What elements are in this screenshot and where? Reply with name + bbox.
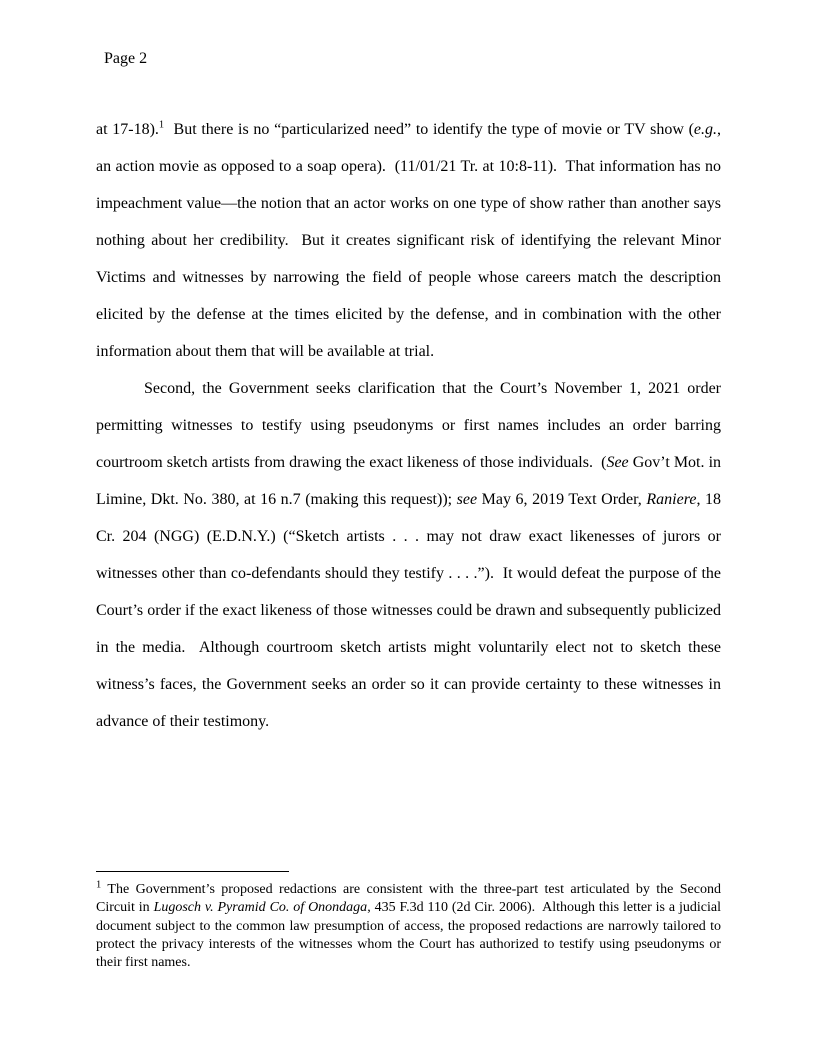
text-run: The Government’s proposed redactions are consistent with the three-part test articulated by the Second Circuit in <box>96 882 725 916</box>
text-run: e.g. <box>693 121 718 138</box>
text-run: Raniere <box>646 491 697 508</box>
text-run: Lugosch v. Pyramid Co. of Onondaga <box>153 900 368 916</box>
footnote-reference: 1 <box>158 119 165 131</box>
text-run: , an action movie as opposed to a soap opera). (11/01/21 Tr. at 10:8-11). That information has no impeachment value—the notion that an actor works on one type of show rather than another says nothing about her credibility. But it creates significant risk of identifying the relevant Minor Victims and witnesses by narrowing the field of people whose careers match the description elicited by the defense at the times elicited by the defense, and in combination with the other information about them that will be available at trial. <box>96 121 726 360</box>
text-run: See <box>606 454 629 471</box>
page-number: Page 2 <box>104 50 148 67</box>
document-body <box>96 111 726 740</box>
text-run: Second, the Government seeks clarification that the Court’s November 1, 2021 order permitting witnesses to testify using pseudonyms or first names includes an order barring courtroom sketch artists from drawing the exact likeness of those individuals. ( <box>96 380 725 471</box>
footnote-separator <box>96 871 289 872</box>
paragraph <box>96 370 726 740</box>
text-run: But there is no “particularized need” to identify the type of movie or TV show ( <box>164 121 694 138</box>
footnote-text <box>96 879 725 972</box>
text-run: , 18 Cr. 204 (NGG) (E.D.N.Y.) (“Sketch artists . . . may not draw exact likenesses of jurors or witnesses other than co-defendants should they testify . . . .”). It would defeat the purpose of the Court’s order if the exact likeness of those witnesses could be drawn and subsequently publicized in the media. Although courtroom sketch artists might voluntarily elect not to sketch these witness’s faces, the Government seeks an order so it can provide certainty to these witnesses in advance of their testimony. <box>96 491 725 730</box>
text-run: May 6, 2019 Text Order, <box>477 491 647 508</box>
text-run: at 17-18). <box>96 121 159 138</box>
text-run: , 435 F.3d 110 (2d Cir. 2006). Although this letter is a judicial document subject to the common law presumption of access, the proposed redactions are narrowly tailored to protect the privacy interests of the witnesses whom the Court has authorized to testify using pseudonyms or their first names. <box>96 900 725 971</box>
footnote-reference: 1 <box>96 879 102 891</box>
text-run: Gov’t Mot. in Limine, Dkt. No. 380, at 16 n.7 (making this request)); <box>96 454 726 508</box>
text-run: see <box>456 491 478 508</box>
paragraph <box>96 111 726 370</box>
